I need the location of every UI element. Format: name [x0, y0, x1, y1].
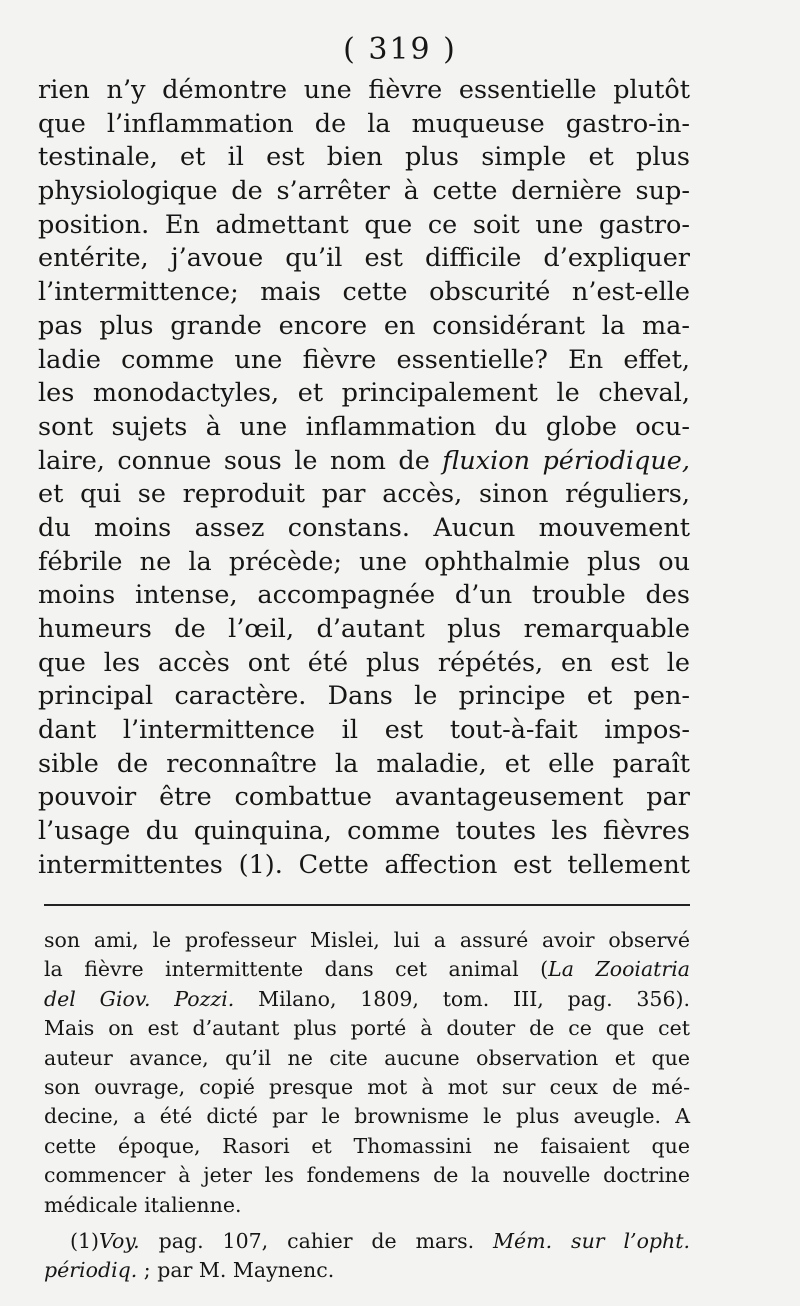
- footnote-line: médicale italienne.: [44, 1192, 242, 1217]
- text-segment: pag. 107, cahier de mars.: [139, 1228, 494, 1253]
- text-line: testinale, et il est bien plus simple et plus: [38, 142, 690, 173]
- page-number: ( 319 ): [343, 32, 457, 67]
- text-line: humeurs de l’œil, d’autant plus remarquable: [38, 614, 690, 644]
- text-line: fébrile ne la précède; une ophthalmie plus ou: [38, 546, 690, 577]
- footnote-line: Mais on est d’autant plus porté à douter de ce que cet: [44, 1016, 690, 1041]
- text-line: entérite, j’avoue qu’il est difficile d’expliquer: [38, 243, 690, 274]
- text-line: du moins assez constans. Aucun mouvement: [38, 512, 690, 543]
- text-line: sible de reconnaître la maladie, et elle paraît: [38, 748, 690, 779]
- text-line-with-italic: [38, 445, 690, 479]
- text-line: position. En admettant que ce soit une gastro-: [38, 209, 690, 240]
- italic-phrase: fluxion périodique,: [442, 445, 690, 476]
- text-line: l’intermittence; mais cette obscurité n’est-elle: [38, 277, 690, 308]
- text-segment: la fièvre intermittente dans cet animal (: [44, 957, 549, 982]
- italic-title: Mém. sur l’opht.: [493, 1228, 690, 1253]
- footnote-line: commencer à jeter les fondemens de la nouvelle doctrine: [44, 1163, 690, 1188]
- text-line: ladie comme une fièvre essentielle? En effet,: [38, 344, 690, 375]
- footnote-1: [44, 1227, 690, 1256]
- text-line: pouvoir être combattue avantageusement par: [38, 782, 690, 813]
- italic-abbrev: Voy.: [99, 1228, 140, 1253]
- text-line: que l’inflammation de la muqueuse gastro-in-: [38, 108, 690, 139]
- text-line: intermittentes (1). Cette affection est tellement: [38, 849, 690, 880]
- text-line: moins intense, accompagnée d’un trouble des: [38, 580, 690, 611]
- text-segment: Milano, 1809, tom. III, pag. 356).: [234, 986, 690, 1011]
- text-line: principal caractère. Dans le principe et pen-: [38, 681, 690, 712]
- footnote-divider: [44, 904, 690, 906]
- footnote-marker: (1): [70, 1228, 100, 1253]
- text-line: pas plus grande encore en considérant la ma-: [38, 310, 690, 341]
- footnote-line: [44, 985, 690, 1014]
- footnote-line: [44, 955, 690, 984]
- footnote-line: auteur avance, qu’il ne cite aucune observation et que: [44, 1045, 690, 1070]
- text-line: physiologique de s’arrêter à cette dernière sup-: [38, 176, 690, 207]
- italic-title: périodiq.: [44, 1258, 138, 1283]
- footnote-line: [44, 1256, 690, 1285]
- text-line: dant l’intermittence il est tout-à-fait impos-: [38, 715, 690, 746]
- italic-title: La Zooiatria: [548, 957, 691, 982]
- text-segment: ; par M. Maynenc.: [137, 1258, 335, 1283]
- text-segment: laire, connue sous le nom de: [38, 445, 443, 476]
- footnote-line: son ami, le professeur Mislei, lui a assuré avoir observé: [44, 928, 690, 952]
- text-line: l’usage du quinquina, comme toutes les fièvres: [38, 816, 690, 847]
- text-line: les monodactyles, et principalement le cheval,: [38, 378, 690, 409]
- italic-title: del Giov. Pozzi.: [44, 986, 235, 1011]
- text-line: sont sujets à une inflammation du globe ocu-: [38, 411, 690, 442]
- text-line: et qui se reproduit par accès, sinon réguliers,: [38, 479, 690, 510]
- footnote-line: son ouvrage, copié presque mot à mot sur ceux de mé-: [44, 1074, 690, 1099]
- footnotes: [44, 926, 690, 1286]
- main-text: [38, 74, 690, 883]
- footnote-line: cette époque, Rasori et Thomassini ne faisaient que: [44, 1133, 690, 1158]
- text-line: rien n’y démontre une fièvre essentielle plutôt: [38, 75, 690, 105]
- text-line: que les accès ont été plus répétés, en est le: [38, 647, 690, 678]
- footnote-line: decine, a été dicté par le brownisme le plus aveugle. A: [44, 1104, 690, 1129]
